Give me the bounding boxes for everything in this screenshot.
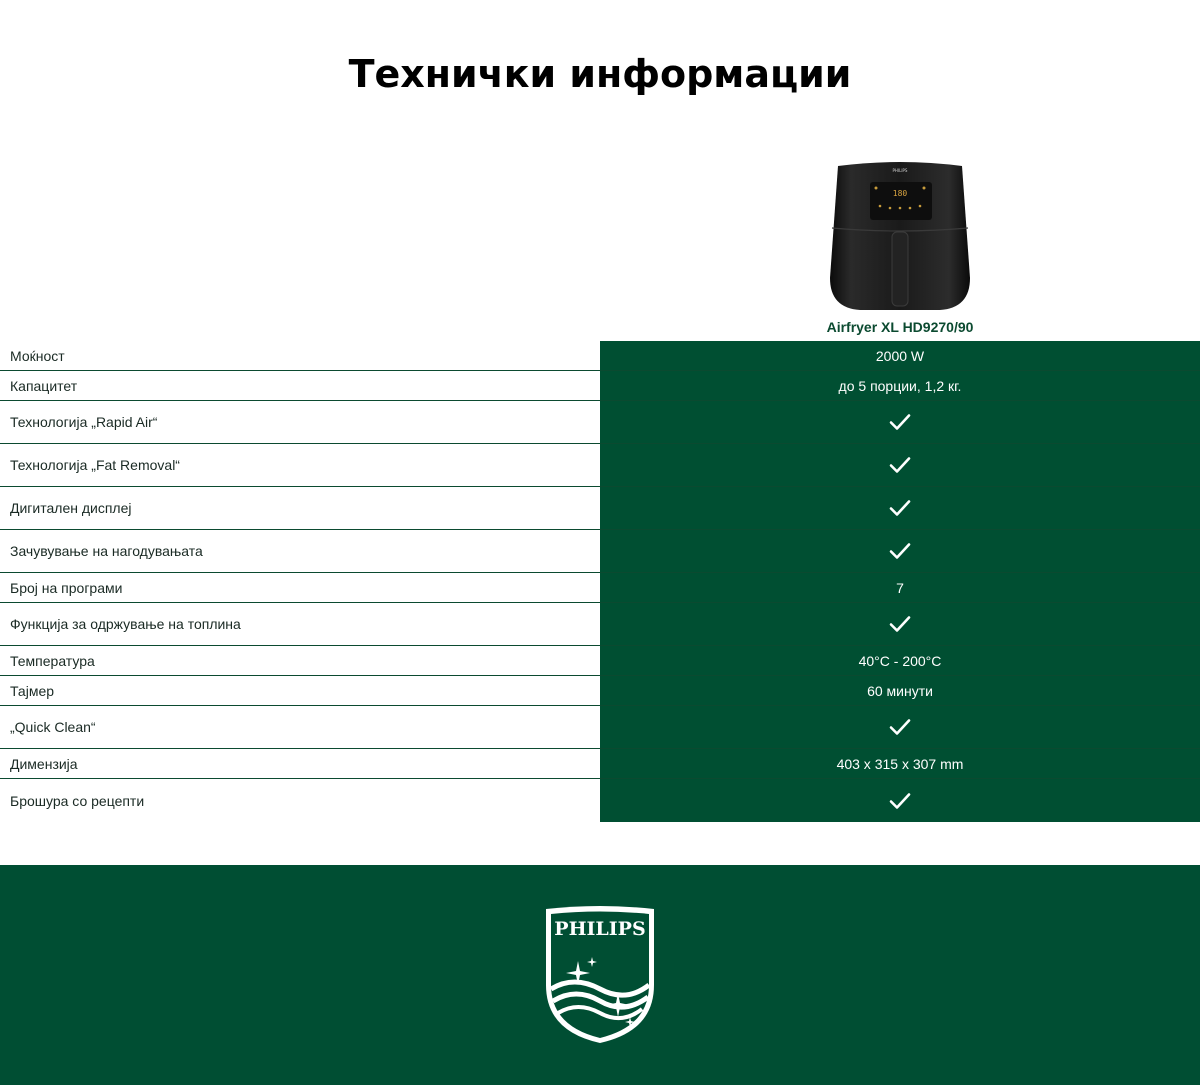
spec-table — [0, 341, 1200, 822]
footer — [0, 865, 1200, 1085]
spec-row-quick-clean — [0, 706, 1200, 749]
spec-value — [600, 401, 1200, 443]
checkmark-icon — [888, 496, 912, 520]
spec-value: 403 x 315 x 307 mm — [600, 749, 1200, 778]
spec-row-recipe-booklet — [0, 779, 1200, 822]
spec-label: Температура — [10, 652, 95, 669]
spec-label: Број на програми — [10, 579, 123, 596]
spec-row-dimensions — [0, 749, 1200, 779]
checkmark-icon — [888, 539, 912, 563]
spec-value — [600, 779, 1200, 822]
logo-wordmark: PHILIPS — [554, 918, 646, 940]
spec-label: Капацитет — [10, 377, 78, 394]
spec-value: 2000 W — [600, 341, 1200, 370]
philips-shield-logo — [544, 905, 656, 1045]
product-column-header — [600, 150, 1200, 340]
spec-row-timer — [0, 676, 1200, 706]
spec-label: Брошура со рецепти — [10, 792, 145, 809]
checkmark-icon — [888, 715, 912, 739]
spec-row-keep-warm — [0, 603, 1200, 646]
spec-row-fat-removal — [0, 444, 1200, 487]
spec-row-digital-display — [0, 487, 1200, 530]
checkmark-icon — [888, 453, 912, 477]
spec-value: до 5 порции, 1,2 кг. — [600, 371, 1200, 400]
svg-text:PHILIPS: PHILIPS — [892, 168, 908, 173]
spec-label: Тајмер — [10, 682, 55, 699]
spec-value — [600, 603, 1200, 645]
spec-row-rapid-air — [0, 401, 1200, 444]
checkmark-icon — [888, 612, 912, 636]
spec-value: 60 минути — [600, 676, 1200, 705]
spec-value: 7 — [600, 573, 1200, 602]
spec-row-capacity — [0, 371, 1200, 401]
spec-row-power — [0, 341, 1200, 371]
spec-label: Дигитален дисплеј — [10, 500, 132, 516]
spec-label: Зачувување на нагодувањата — [10, 543, 203, 559]
spec-label: Технологија „Rapid Air“ — [10, 414, 158, 430]
spec-label: Моќност — [10, 347, 65, 364]
page-title: Технички информации — [348, 52, 852, 96]
spec-value — [600, 487, 1200, 529]
spec-row-temperature — [0, 646, 1200, 676]
spec-row-save-settings — [0, 530, 1200, 573]
spec-value — [600, 706, 1200, 748]
spec-label: „Quick Clean“ — [10, 719, 96, 735]
spec-label: Функција за одржување на топлина — [10, 616, 241, 632]
spec-row-programs — [0, 573, 1200, 603]
spec-value — [600, 444, 1200, 486]
spec-label: Димензија — [10, 755, 78, 772]
checkmark-icon — [888, 789, 912, 813]
product-name: Airfryer XL HD9270/90 — [826, 319, 974, 335]
airfryer-image — [820, 158, 980, 318]
spec-value: 40°C - 200°C — [600, 646, 1200, 675]
spec-value — [600, 530, 1200, 572]
svg-text:180: 180 — [892, 189, 908, 198]
spec-label: Технологија „Fat Removal“ — [10, 457, 180, 473]
checkmark-icon — [888, 410, 912, 434]
